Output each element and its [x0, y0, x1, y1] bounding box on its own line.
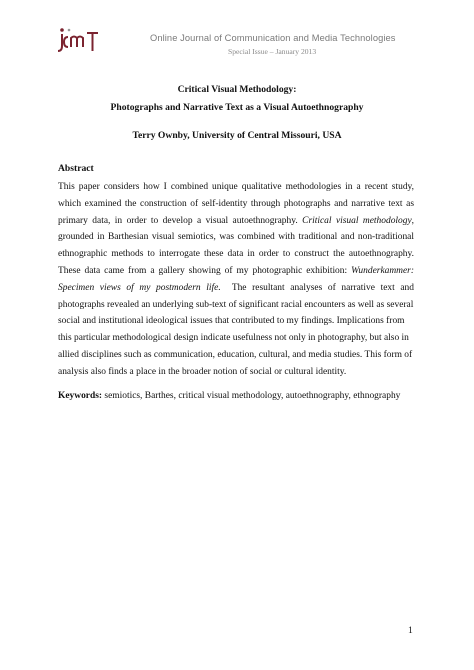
page-number: 1 [408, 625, 413, 636]
abstract-line [58, 263, 414, 280]
abstract-text: primary data, in order to develop a visual autoethnography. [58, 215, 298, 226]
abstract-heading: Abstract [58, 163, 94, 174]
keywords-text: semiotics, Barthes, critical visual methodology, autoethnography, ethnography [104, 391, 401, 401]
keywords [58, 391, 418, 401]
journal-title: Online Journal of Communication and Media Technologies [150, 33, 396, 43]
abstract-body [58, 179, 414, 381]
journal-logo [58, 24, 100, 56]
abstract-line [58, 280, 414, 297]
abstract-line: ethnographic methods to interrogate these data in order to construct the autoethnography. [58, 249, 414, 260]
abstract-text: The resultant analyses of narrative text and [231, 282, 414, 293]
paper-title-line-1: Critical Visual Methodology: [177, 84, 297, 95]
exhibition-subtitle: Specimen views of my postmodern life. [58, 282, 221, 293]
keywords-label: Keywords: [58, 391, 103, 401]
abstract-line: grounded in Barthesian visual semiotics, was combined with traditional and non-traditional [58, 232, 414, 243]
abstract-line [58, 213, 414, 230]
journal-issue: Special Issue – January 2013 [228, 47, 317, 56]
abstract-italic-text: Critical visual methodology [302, 215, 412, 226]
abstract-line: allied disciplines such as communication, education, cultural, and media studies. This form of [58, 349, 413, 360]
paper-title-line-2: Photographs and Narrative Text as a Visual Autoethnography [110, 102, 364, 113]
abstract-line: analysis also finds a place in the broader notion of social or cultural identity. [58, 366, 347, 377]
abstract-text: These data came from a gallery showing of my photographic exhibition: [58, 265, 348, 276]
abstract-line: social and institutional ideological issues that contributed to my findings. Implications from [58, 316, 405, 327]
abstract-line: this particular methodological design indicate usefulness not only in photography, but also in [58, 333, 409, 344]
exhibition-title: Wunderkammer: [351, 265, 414, 276]
abstract-line: This paper considers how I combined unique qualitative methodologies in a recent study, [58, 182, 414, 192]
author-line: Terry Ownby, University of Central Missouri, USA [132, 130, 342, 141]
abstract-line: which examined the construction of self-identity through photographs and narrative text as [58, 198, 414, 209]
abstract-text: , [411, 215, 415, 226]
abstract-line: photographs revealed an underlying sub-text of significant racial encounters as well as several [58, 299, 414, 310]
